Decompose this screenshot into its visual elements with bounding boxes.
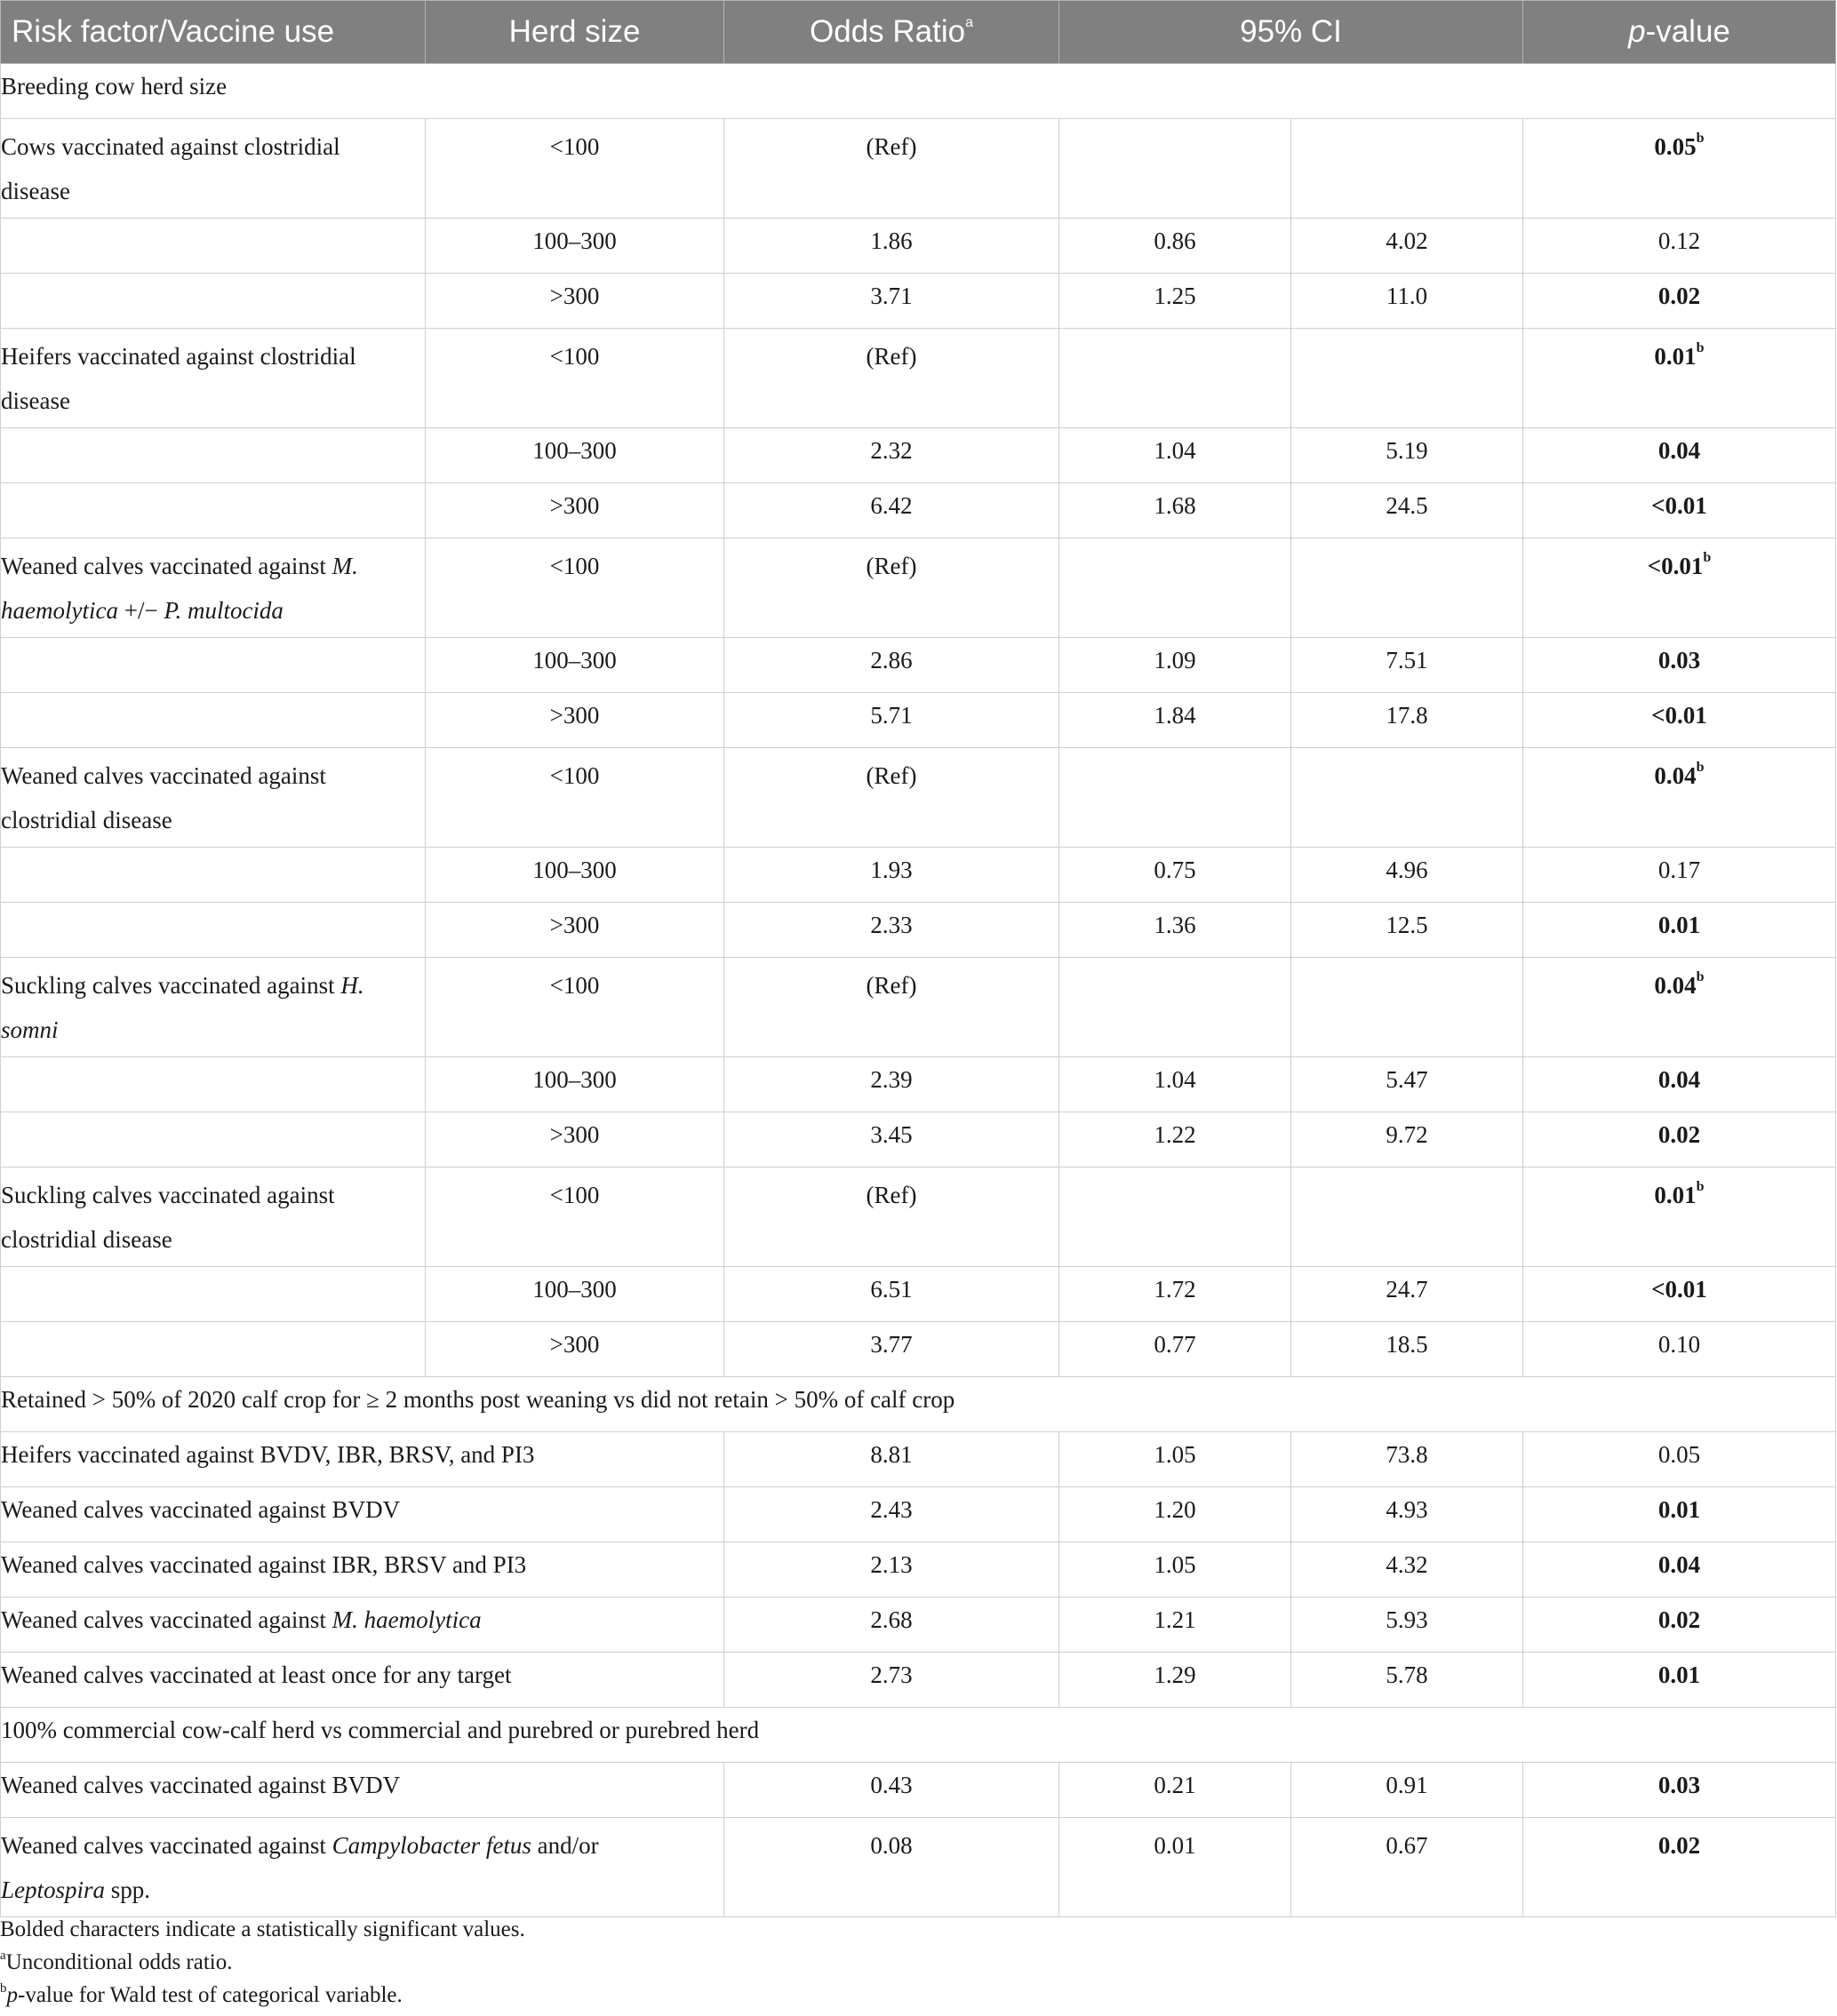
herd-size-cell: <100 xyxy=(426,119,724,219)
herd-size-cell: >300 xyxy=(426,1322,724,1377)
footnote-b: $^b$p-value for Wald test of categorical variable. xyxy=(0,1980,403,2007)
risk-factor-label: Suckling calves vaccinated against H. somni xyxy=(1,958,426,1057)
p-value-cell: 0.04 xyxy=(1523,1057,1836,1112)
table-footnotes xyxy=(0,1913,1837,2012)
p-value-cell: 0.04$^b$ xyxy=(1523,958,1836,1057)
ci-lower-cell: 1.72 xyxy=(1059,1267,1291,1322)
ci-lower-cell: 1.20 xyxy=(1059,1487,1291,1542)
empty-cell xyxy=(1,274,426,329)
p-value-cell: 0.04$^b$ xyxy=(1523,748,1836,848)
header-risk-factor: Risk factor/Vaccine use xyxy=(1,1,426,64)
ci-lower-cell: 0.01 xyxy=(1059,1818,1291,1917)
ci-upper-cell: 17.8 xyxy=(1291,693,1523,748)
p-value-cell: 0.01$^b$ xyxy=(1523,329,1836,428)
table-row xyxy=(1,1432,1836,1487)
herd-size-cell: <100 xyxy=(426,1167,724,1267)
p-value-cell: 0.01 xyxy=(1523,903,1836,958)
ci-upper-cell xyxy=(1291,538,1523,638)
empty-cell xyxy=(1,1322,426,1377)
risk-factor-label: Suckling calves vaccinated against clostridial disease xyxy=(1,1167,426,1267)
table-row xyxy=(1,1653,1836,1708)
odds-ratio-cell: 2.73 xyxy=(724,1653,1059,1708)
odds-ratio-cell: (Ref) xyxy=(724,329,1059,428)
p-value-cell: <0.01 xyxy=(1523,1267,1836,1322)
odds-ratio-cell: 0.43 xyxy=(724,1763,1059,1818)
ci-lower-cell: 1.21 xyxy=(1059,1598,1291,1653)
ci-lower-cell: 1.09 xyxy=(1059,638,1291,693)
p-value-cell: 0.03 xyxy=(1523,638,1836,693)
risk-factor-label: Weaned calves vaccinated against M. haemolytica +/− P. multocida xyxy=(1,538,426,638)
ci-upper-cell: 18.5 xyxy=(1291,1322,1523,1377)
odds-ratio-cell: 1.86 xyxy=(724,219,1059,274)
risk-factor-label: Weaned calves vaccinated against clostridial disease xyxy=(1,748,426,848)
p-value-cell: 0.04 xyxy=(1523,1542,1836,1598)
odds-ratio-cell: 2.33 xyxy=(724,903,1059,958)
table-row xyxy=(1,428,1836,483)
p-value-cell: 0.05$^b$ xyxy=(1523,119,1836,219)
ci-lower-cell xyxy=(1059,119,1291,219)
empty-cell xyxy=(1,693,426,748)
ci-upper-cell: 0.67 xyxy=(1291,1818,1523,1917)
table-row xyxy=(1,1167,1836,1267)
ci-lower-cell xyxy=(1059,329,1291,428)
ci-upper-cell: 24.5 xyxy=(1291,483,1523,538)
ci-upper-cell: 5.78 xyxy=(1291,1653,1523,1708)
ci-lower-cell: 1.29 xyxy=(1059,1653,1291,1708)
herd-size-cell: <100 xyxy=(426,329,724,428)
ci-lower-cell xyxy=(1059,1167,1291,1267)
table-row xyxy=(1,693,1836,748)
p-value-cell: 0.12 xyxy=(1523,219,1836,274)
p-value-cell: 0.02 xyxy=(1523,1818,1836,1917)
herd-size-cell: 100–300 xyxy=(426,219,724,274)
herd-size-cell: >300 xyxy=(426,483,724,538)
ci-lower-cell: 1.05 xyxy=(1059,1432,1291,1487)
ci-upper-cell xyxy=(1291,748,1523,848)
p-value-cell: <0.01 xyxy=(1523,693,1836,748)
empty-cell xyxy=(1,1267,426,1322)
p-value-cell: 0.02 xyxy=(1523,1598,1836,1653)
ci-upper-cell: 4.96 xyxy=(1291,848,1523,903)
table-row xyxy=(1,483,1836,538)
table-row xyxy=(1,638,1836,693)
empty-cell xyxy=(1,848,426,903)
table-header-row xyxy=(1,1,1836,64)
ci-lower-cell: 1.04 xyxy=(1059,428,1291,483)
header-odds-ratio: Odds Ratio$^a$ xyxy=(724,1,1059,64)
ci-lower-cell xyxy=(1059,748,1291,848)
empty-cell xyxy=(1,1112,426,1167)
risk-factor-label: Weaned calves vaccinated against BVDV xyxy=(1,1763,724,1818)
odds-ratio-cell: 2.32 xyxy=(724,428,1059,483)
risk-factor-label: Cows vaccinated against clostridial disease xyxy=(1,119,426,219)
ci-upper-cell xyxy=(1291,958,1523,1057)
odds-ratio-cell: 1.93 xyxy=(724,848,1059,903)
herd-size-cell: 100–300 xyxy=(426,1267,724,1322)
table-row xyxy=(1,1322,1836,1377)
ci-upper-cell: 5.19 xyxy=(1291,428,1523,483)
ci-upper-cell: 4.32 xyxy=(1291,1542,1523,1598)
risk-factor-label: Heifers vaccinated against clostridial disease xyxy=(1,329,426,428)
ci-upper-cell xyxy=(1291,119,1523,219)
empty-cell xyxy=(1,483,426,538)
table-row xyxy=(1,538,1836,638)
risk-factor-label: Weaned calves vaccinated against Campylobacter fetus and/or Leptospira spp. xyxy=(1,1818,724,1917)
section-title: Breeding cow herd size xyxy=(1,64,1836,119)
table-row xyxy=(1,1267,1836,1322)
p-value-cell: 0.01 xyxy=(1523,1653,1836,1708)
risk-factor-label: Weaned calves vaccinated at least once for any target xyxy=(1,1653,724,1708)
header-herd-size: Herd size xyxy=(426,1,724,64)
table-row xyxy=(1,1598,1836,1653)
table-row xyxy=(1,903,1836,958)
odds-ratio-cell: 5.71 xyxy=(724,693,1059,748)
ci-lower-cell: 1.05 xyxy=(1059,1542,1291,1598)
table-row xyxy=(1,274,1836,329)
ci-lower-cell: 0.77 xyxy=(1059,1322,1291,1377)
ci-upper-cell: 11.0 xyxy=(1291,274,1523,329)
ci-upper-cell: 0.91 xyxy=(1291,1763,1523,1818)
odds-ratio-cell: 3.77 xyxy=(724,1322,1059,1377)
ci-upper-cell: 24.7 xyxy=(1291,1267,1523,1322)
risk-factor-label: Weaned calves vaccinated against M. haemolytica xyxy=(1,1598,724,1653)
herd-size-cell: <100 xyxy=(426,958,724,1057)
ci-upper-cell: 12.5 xyxy=(1291,903,1523,958)
section-title: Retained > 50% of 2020 calf crop for ≥ 2 months post weaning vs did not retain > 50% of calf crop xyxy=(1,1377,1836,1432)
empty-cell xyxy=(1,219,426,274)
ci-lower-cell: 1.84 xyxy=(1059,693,1291,748)
ci-upper-cell: 7.51 xyxy=(1291,638,1523,693)
herd-size-cell: 100–300 xyxy=(426,638,724,693)
table-row xyxy=(1,848,1836,903)
table-row xyxy=(1,119,1836,219)
odds-ratio-cell: 6.51 xyxy=(724,1267,1059,1322)
ci-upper-cell xyxy=(1291,1167,1523,1267)
empty-cell xyxy=(1,903,426,958)
p-value-cell: 0.03 xyxy=(1523,1763,1836,1818)
herd-size-cell: <100 xyxy=(426,538,724,638)
footnote-a: $^a$Unconditional odds ratio. xyxy=(0,1948,233,1974)
p-value-cell: 0.01$^b$ xyxy=(1523,1167,1836,1267)
odds-ratio-cell: (Ref) xyxy=(724,748,1059,848)
table-row xyxy=(1,219,1836,274)
ci-lower-cell: 0.75 xyxy=(1059,848,1291,903)
herd-size-cell: >300 xyxy=(426,274,724,329)
odds-ratio-cell: 8.81 xyxy=(724,1432,1059,1487)
ci-lower-cell: 1.36 xyxy=(1059,903,1291,958)
table-row xyxy=(1,1818,1836,1917)
risk-factor-label: Heifers vaccinated against BVDV, IBR, BRSV, and PI3 xyxy=(1,1432,724,1487)
ci-lower-cell: 1.25 xyxy=(1059,274,1291,329)
ci-upper-cell: 5.47 xyxy=(1291,1057,1523,1112)
section-row xyxy=(1,1377,1836,1432)
p-value-cell: 0.17 xyxy=(1523,848,1836,903)
herd-size-cell: >300 xyxy=(426,903,724,958)
odds-ratio-cell: 2.43 xyxy=(724,1487,1059,1542)
odds-ratio-cell: 2.13 xyxy=(724,1542,1059,1598)
table-row xyxy=(1,1763,1836,1818)
ci-lower-cell: 1.68 xyxy=(1059,483,1291,538)
odds-ratio-cell: (Ref) xyxy=(724,119,1059,219)
table-row xyxy=(1,329,1836,428)
odds-ratio-cell: 6.42 xyxy=(724,483,1059,538)
odds-ratio-cell: (Ref) xyxy=(724,1167,1059,1267)
header-ci: 95% CI xyxy=(1059,1,1523,64)
herd-size-cell: >300 xyxy=(426,1112,724,1167)
table-row xyxy=(1,1487,1836,1542)
p-value-cell: <0.01$^b$ xyxy=(1523,538,1836,638)
odds-ratio-cell: 2.39 xyxy=(724,1057,1059,1112)
ci-upper-cell: 4.93 xyxy=(1291,1487,1523,1542)
section-row xyxy=(1,64,1836,119)
ci-lower-cell: 0.21 xyxy=(1059,1763,1291,1818)
p-value-cell: 0.05 xyxy=(1523,1432,1836,1487)
ci-upper-cell: 5.93 xyxy=(1291,1598,1523,1653)
p-value-cell: <0.01 xyxy=(1523,483,1836,538)
odds-ratio-cell: (Ref) xyxy=(724,538,1059,638)
herd-size-cell: 100–300 xyxy=(426,428,724,483)
odds-ratio-cell: 2.68 xyxy=(724,1598,1059,1653)
ci-lower-cell: 1.22 xyxy=(1059,1112,1291,1167)
odds-ratio-cell: 2.86 xyxy=(724,638,1059,693)
ci-upper-cell: 9.72 xyxy=(1291,1112,1523,1167)
risk-factor-label: Weaned calves vaccinated against BVDV xyxy=(1,1487,724,1542)
odds-ratio-cell: 3.45 xyxy=(724,1112,1059,1167)
table-row xyxy=(1,748,1836,848)
table-row xyxy=(1,1112,1836,1167)
p-value-cell: 0.10 xyxy=(1523,1322,1836,1377)
ci-lower-cell xyxy=(1059,538,1291,638)
table-row xyxy=(1,958,1836,1057)
header-p-value: p-value xyxy=(1523,1,1836,64)
ci-lower-cell: 0.86 xyxy=(1059,219,1291,274)
p-value-cell: 0.02 xyxy=(1523,274,1836,329)
empty-cell xyxy=(1,1057,426,1112)
herd-size-cell: >300 xyxy=(426,693,724,748)
p-value-cell: 0.01 xyxy=(1523,1487,1836,1542)
p-value-cell: 0.04 xyxy=(1523,428,1836,483)
herd-size-cell: 100–300 xyxy=(426,1057,724,1112)
risk-factor-label: Weaned calves vaccinated against IBR, BRSV and PI3 xyxy=(1,1542,724,1598)
p-value-cell: 0.02 xyxy=(1523,1112,1836,1167)
ci-upper-cell: 4.02 xyxy=(1291,219,1523,274)
section-title: 100% commercial cow-calf herd vs commercial and purebred or purebred herd xyxy=(1,1708,1836,1763)
empty-cell xyxy=(1,638,426,693)
ci-upper-cell: 73.8 xyxy=(1291,1432,1523,1487)
table-row xyxy=(1,1057,1836,1112)
ci-lower-cell: 1.04 xyxy=(1059,1057,1291,1112)
odds-ratio-cell: (Ref) xyxy=(724,958,1059,1057)
section-row xyxy=(1,1708,1836,1763)
footnote-significance: Bolded characters indicate a statistically significant values. xyxy=(0,1917,525,1941)
empty-cell xyxy=(1,428,426,483)
herd-size-cell: 100–300 xyxy=(426,848,724,903)
herd-size-cell: <100 xyxy=(426,748,724,848)
ci-lower-cell xyxy=(1059,958,1291,1057)
odds-ratio-cell: 3.71 xyxy=(724,274,1059,329)
table-row xyxy=(1,1542,1836,1598)
ci-upper-cell xyxy=(1291,329,1523,428)
odds-ratio-cell: 0.08 xyxy=(724,1818,1059,1917)
